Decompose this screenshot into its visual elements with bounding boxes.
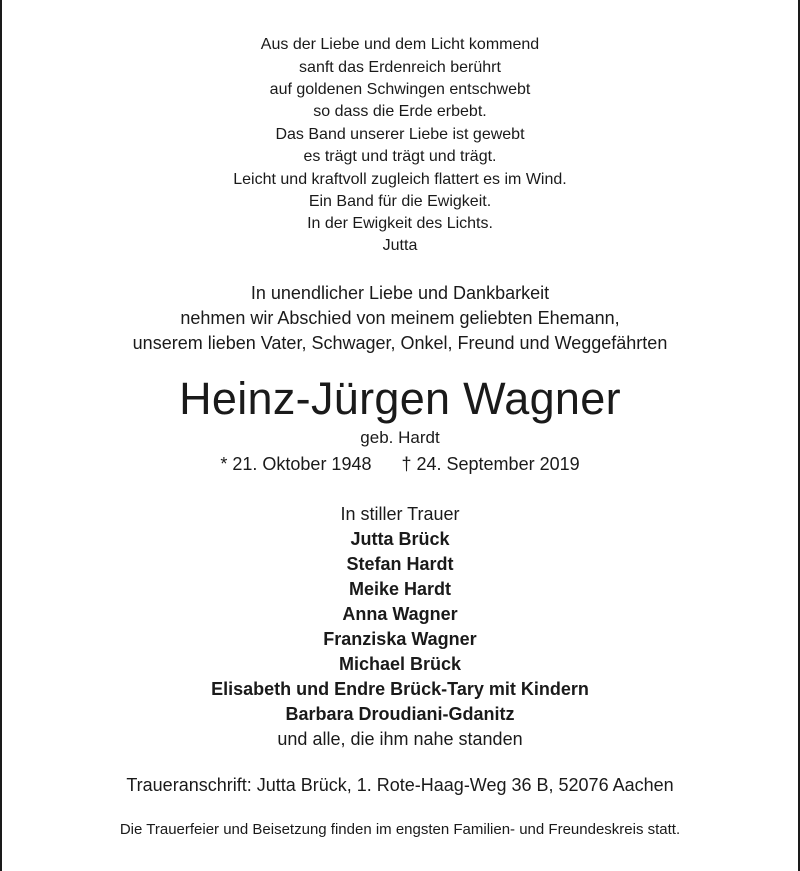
poem-signature: Jutta — [382, 237, 418, 254]
deceased-name: Heinz-Jürgen Wagner — [179, 373, 621, 424]
poem-line: sanft das Erdenreich berührt — [299, 59, 501, 76]
poem-line: Ein Band für die Ewigkeit. — [308, 193, 492, 210]
poem-line: Das Band unserer Liebe ist gewebt — [275, 126, 525, 143]
poem-line: es trägt und trägt und trägt. — [303, 148, 497, 165]
mourning-address: Traueranschrift: Jutta Brück, 1. Rote-Haag-Weg 36 B, 52076 Aachen — [126, 775, 674, 795]
birth-date: * 21. Oktober 1948 — [220, 454, 372, 474]
poem-line: auf goldenen Schwingen entschwebt — [269, 81, 531, 98]
poem-line: so dass die Erde erbebt. — [313, 103, 487, 120]
intro-line: nehmen wir Abschied von meinem geliebten Ehemann, — [180, 308, 620, 328]
poem-line: In der Ewigkeit des Lichts. — [307, 215, 493, 232]
mourner-name: Jutta Brück — [350, 529, 450, 549]
mourner-name: Stefan Hardt — [346, 554, 454, 574]
life-dates — [2, 453, 798, 475]
mourners-label: In stiller Trauer — [340, 504, 460, 524]
intro-line: In unendlicher Liebe und Dankbarkeit — [250, 283, 550, 303]
poem-line: Leicht und kraftvoll zugleich flattert es im Wind. — [233, 171, 567, 188]
mourners-closing: und alle, die ihm nahe standen — [277, 729, 523, 749]
mourner-name: Meike Hardt — [348, 579, 452, 599]
poem-line: Aus der Liebe und dem Licht kommend — [260, 36, 540, 53]
mourner-name: Michael Brück — [338, 654, 462, 674]
mourner-name: Barbara Droudiani-Gdanitz — [285, 704, 515, 724]
mourner-name: Elisabeth und Endre Brück-Tary mit Kindern — [211, 679, 589, 699]
mourner-name: Anna Wagner — [342, 604, 458, 624]
funeral-note: Die Trauerfeier und Beisetzung finden im engsten Familien- und Freundeskreis statt. — [119, 821, 681, 838]
birth-name: geb. Hardt — [360, 428, 440, 447]
death-date: † 24. September 2019 — [401, 454, 580, 474]
mourner-name: Franziska Wagner — [323, 629, 477, 649]
intro-line: unserem lieben Vater, Schwager, Onkel, Freund und Weggefährten — [132, 333, 668, 353]
